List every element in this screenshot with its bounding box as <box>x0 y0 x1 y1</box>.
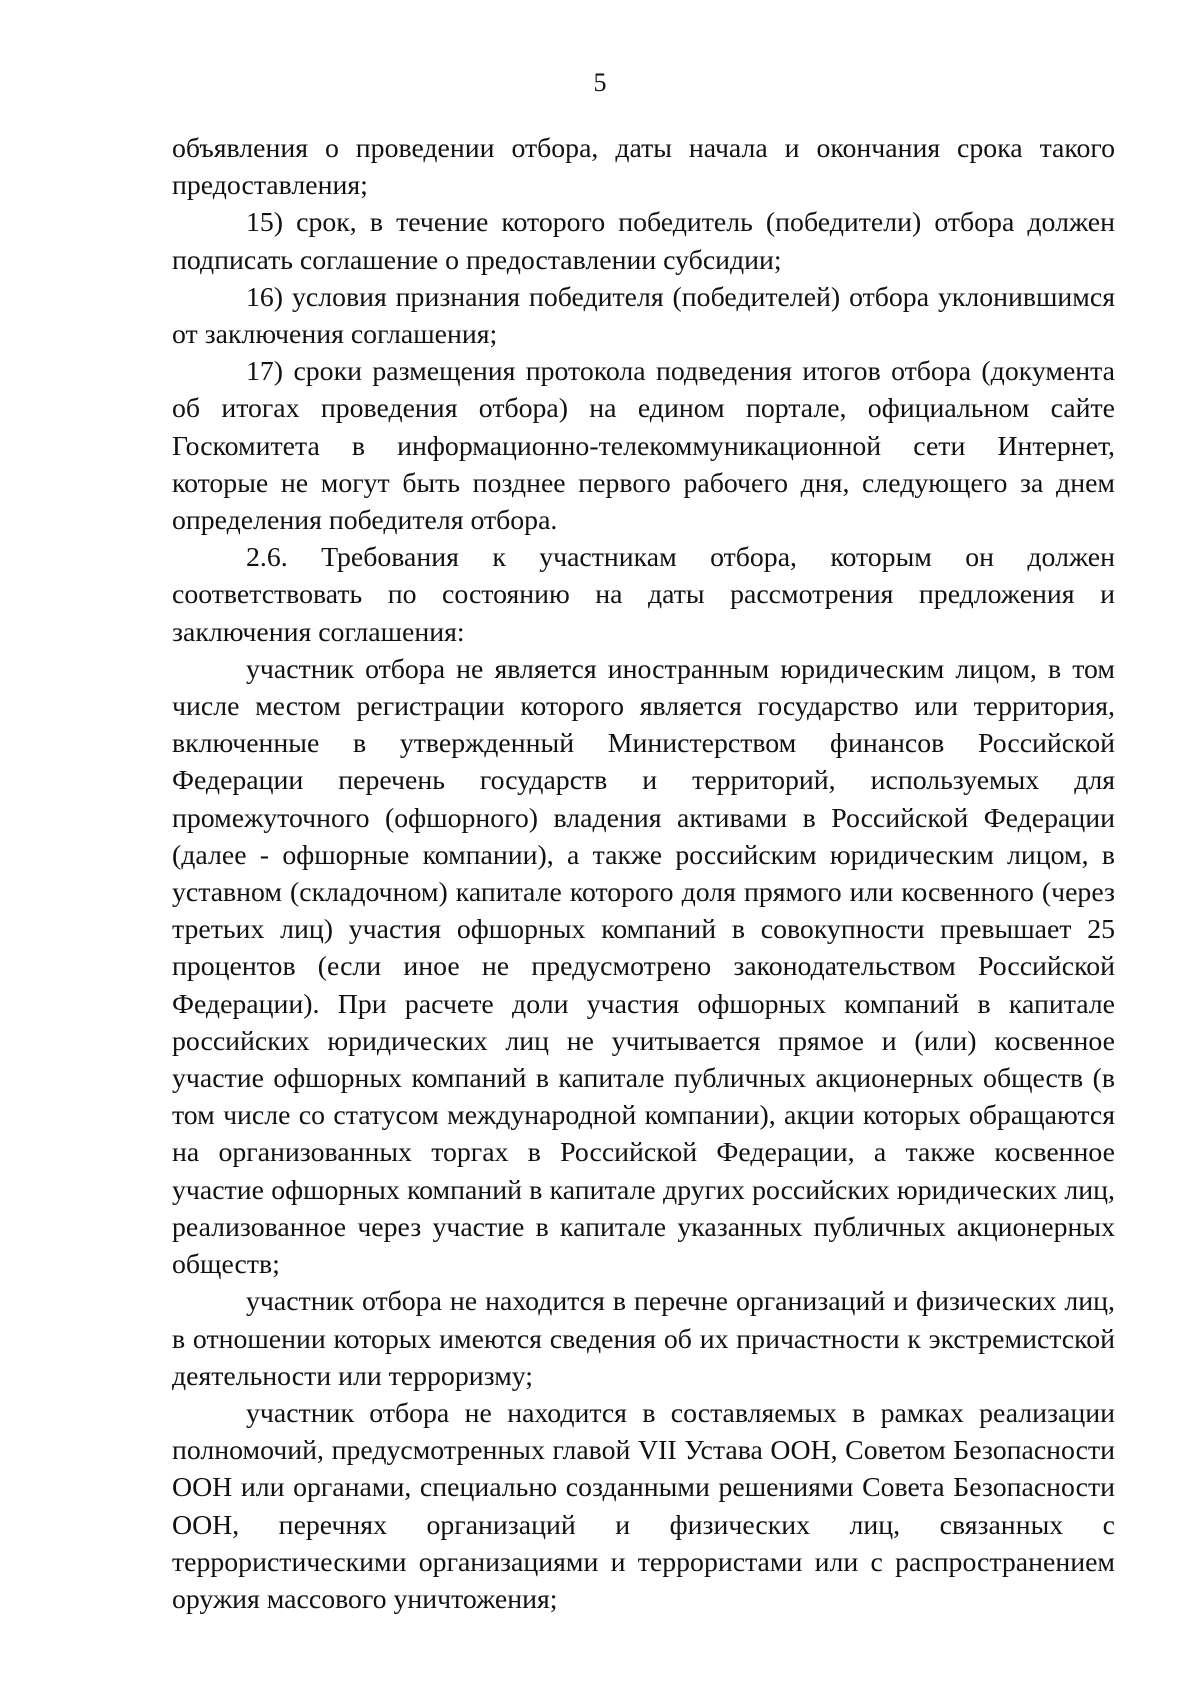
paragraph-requirement-extremism: участник отбора не находится в перечне организаций и физических лиц, в отношении которых имеются сведения об их причастности к экстремистской деятельности или терроризму; <box>172 1286 1115 1392</box>
document-body <box>172 130 1115 1618</box>
paragraph-section-2-6: 2.6. Требования к участникам отбора, которым он должен соответствовать по состоянию на даты рассмотрения предложения и заключения соглашения: <box>172 542 1115 648</box>
paragraph-requirement-un-sanctions: участник отбора не находится в составляемых в рамках реализации полномочий, предусмотренных главой VII Устава ООН, Советом Безопасности ООН или органами, специально созданными решениями Совета Безопасности ООН, перечнях организаций и физических лиц, связанных с террористическими организациями и террористами или с распространением оружия массового уничтожения; <box>172 1397 1115 1615</box>
paragraph-requirement-offshore: участник отбора не является иностранным юридическим лицом, в том числе местом регистрации которого является государство или территория, включенные в утвержденный Министерством финансов Российской Федерации перечень государств и территорий, используемых для промежуточного (офшорного) владения активами в Российской Федерации (далее - офшорные компании), а также российским юридическим лицом, в уставном (складочном) капитале которого доля прямого или косвенного (через третьих лиц) участия офшорных компаний в совокупности превышает 25 процентов (если иное не предусмотрено законодательством Российской Федерации). При расчете доли участия офшорных компаний в капитале российских юридических лиц не учитывается прямое и (или) косвенное участие офшорных компаний в капитале публичных акционерных обществ (в том числе со статусом международной компании), акции которых обращаются на организованных торгах в Российской Федерации, а также косвенное участие офшорных компаний в капитале других российских юридических лиц, реализованное через участие в капитале указанных публичных акционерных обществ; <box>172 653 1115 1281</box>
paragraph-item-15: 15) срок, в течение которого победитель (победители) отбора должен подписать соглашение о предоставлении субсидии; <box>172 207 1115 276</box>
paragraph-item-16: 16) условия признания победителя (победителей) отбора уклонившимся от заключения соглашения; <box>172 281 1115 351</box>
paragraph-continuation: объявления о проведении отбора, даты начала и окончания срока такого предоставления; <box>172 133 1115 202</box>
paragraph-item-17: 17) сроки размещения протокола подведения итогов отбора (документа об итогах проведения отбора) на едином портале, официальном сайте Госкомитета в информационно-телекоммуникационной сети Интернет, которые не могут быть позднее первого рабочего дня, следующего за днем определения победителя отбора. <box>172 356 1115 537</box>
page-number: 5 <box>593 68 607 97</box>
